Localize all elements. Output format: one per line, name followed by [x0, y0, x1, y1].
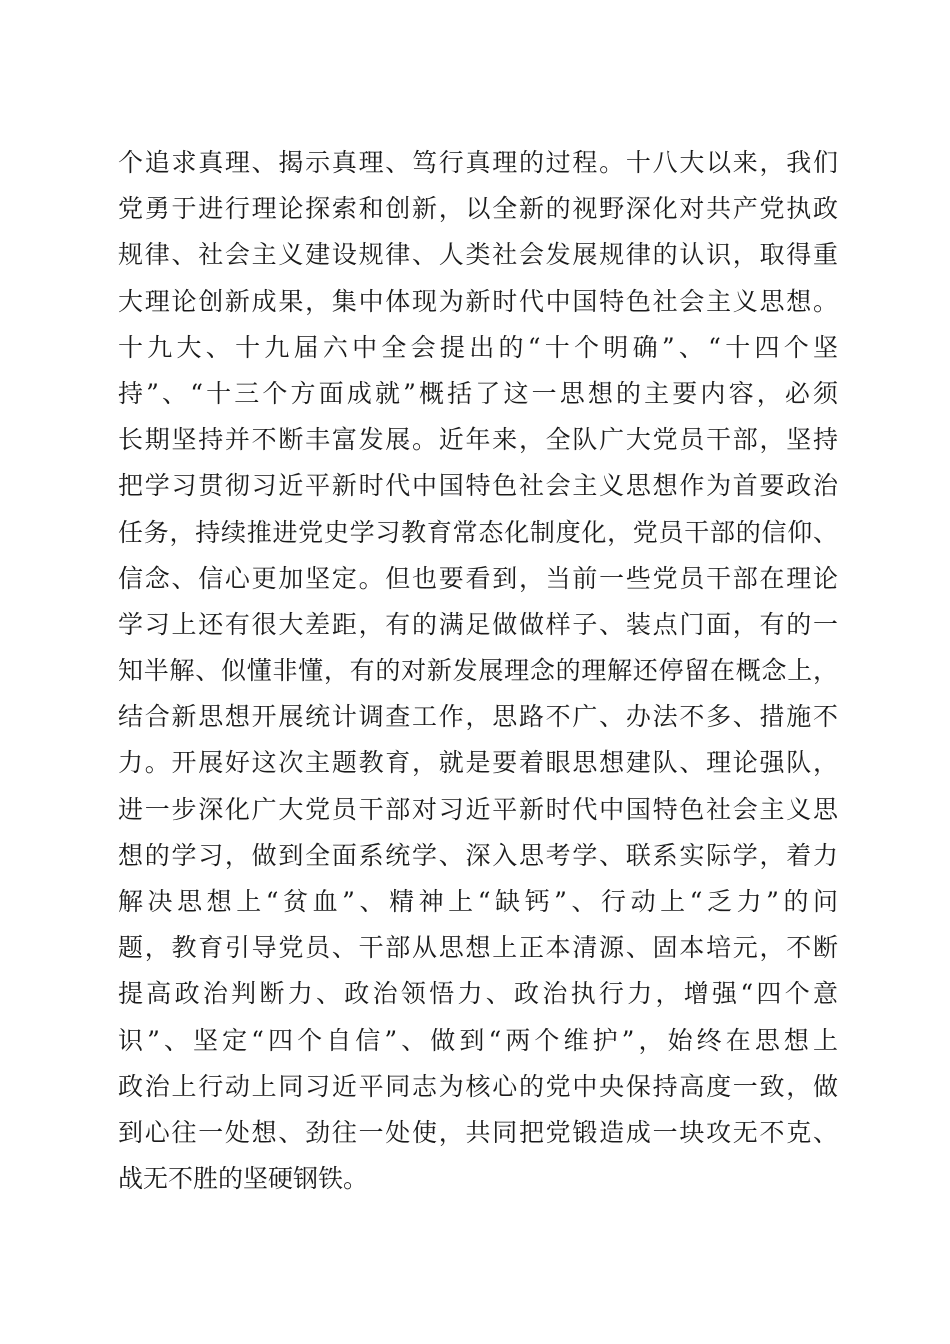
paragraph-line: 题，教育引导党员、干部从思想上正本清源、固本培元，不断: [118, 933, 838, 963]
paragraph-line: 力。开展好这次主题教育，就是要着眼思想建队、理论强队，: [118, 748, 838, 778]
paragraph-line: 解决思想上“贫血”、精神上“缺钙”、行动上“乏力”的问: [118, 887, 838, 916]
paragraph-line: 识”、坚定“四个自信”、做到“两个维护”，始终在思想上: [118, 1025, 838, 1055]
paragraph-line: 大理论创新成果，集中体现为新时代中国特色社会主义思想。: [118, 286, 838, 316]
paragraph-line: 党勇于进行理论探索和创新，以全新的视野深化对共产党执政: [118, 194, 838, 224]
paragraph-line: 进一步深化广大党员干部对习近平新时代中国特色社会主义思: [118, 794, 838, 824]
paragraph-line: 想的学习，做到全面系统学、深入思考学、联系实际学，着力: [118, 840, 838, 870]
body-paragraph: [118, 140, 838, 1202]
paragraph-line: 任务，持续推进党史学习教育常态化制度化，党员干部的信仰、: [118, 517, 838, 547]
paragraph-line: 把学习贯彻习近平新时代中国特色社会主义思想作为首要政治: [118, 471, 838, 501]
paragraph-line: 个追求真理、揭示真理、笃行真理的过程。十八大以来，我们: [118, 148, 838, 177]
paragraph-line: 学习上还有很大差距，有的满足做做样子、装点门面，有的一: [118, 609, 838, 639]
paragraph-line: 结合新思想开展统计调查工作，思路不广、办法不多、措施不: [118, 702, 838, 732]
paragraph-line: 战无不胜的坚硬钢铁。: [118, 1164, 369, 1194]
paragraph-line: 政治上行动上同习近平同志为核心的党中央保持高度一致，做: [118, 1071, 838, 1101]
paragraph-line: 信念、信心更加坚定。但也要看到，当前一些党员干部在理论: [118, 563, 838, 593]
paragraph-line: 到心往一处想、劲往一处使，共同把党锻造成一块攻无不克、: [118, 1117, 838, 1147]
paragraph-line: 持”、“十三个方面成就”概括了这一思想的主要内容，必须: [118, 378, 838, 408]
paragraph-line: 知半解、似懂非懂，有的对新发展理念的理解还停留在概念上，: [118, 656, 838, 686]
paragraph-line: 提高政治判断力、政治领悟力、政治执行力，增强“四个意: [118, 979, 838, 1009]
paragraph-line: 规律、社会主义建设规律、人类社会发展规律的认识，取得重: [118, 240, 838, 270]
paragraph-line: 长期坚持并不断丰富发展。近年来，全队广大党员干部，坚持: [118, 425, 838, 455]
paragraph-line: 十九大、十九届六中全会提出的“十个明确”、“十四个坚: [118, 332, 838, 362]
